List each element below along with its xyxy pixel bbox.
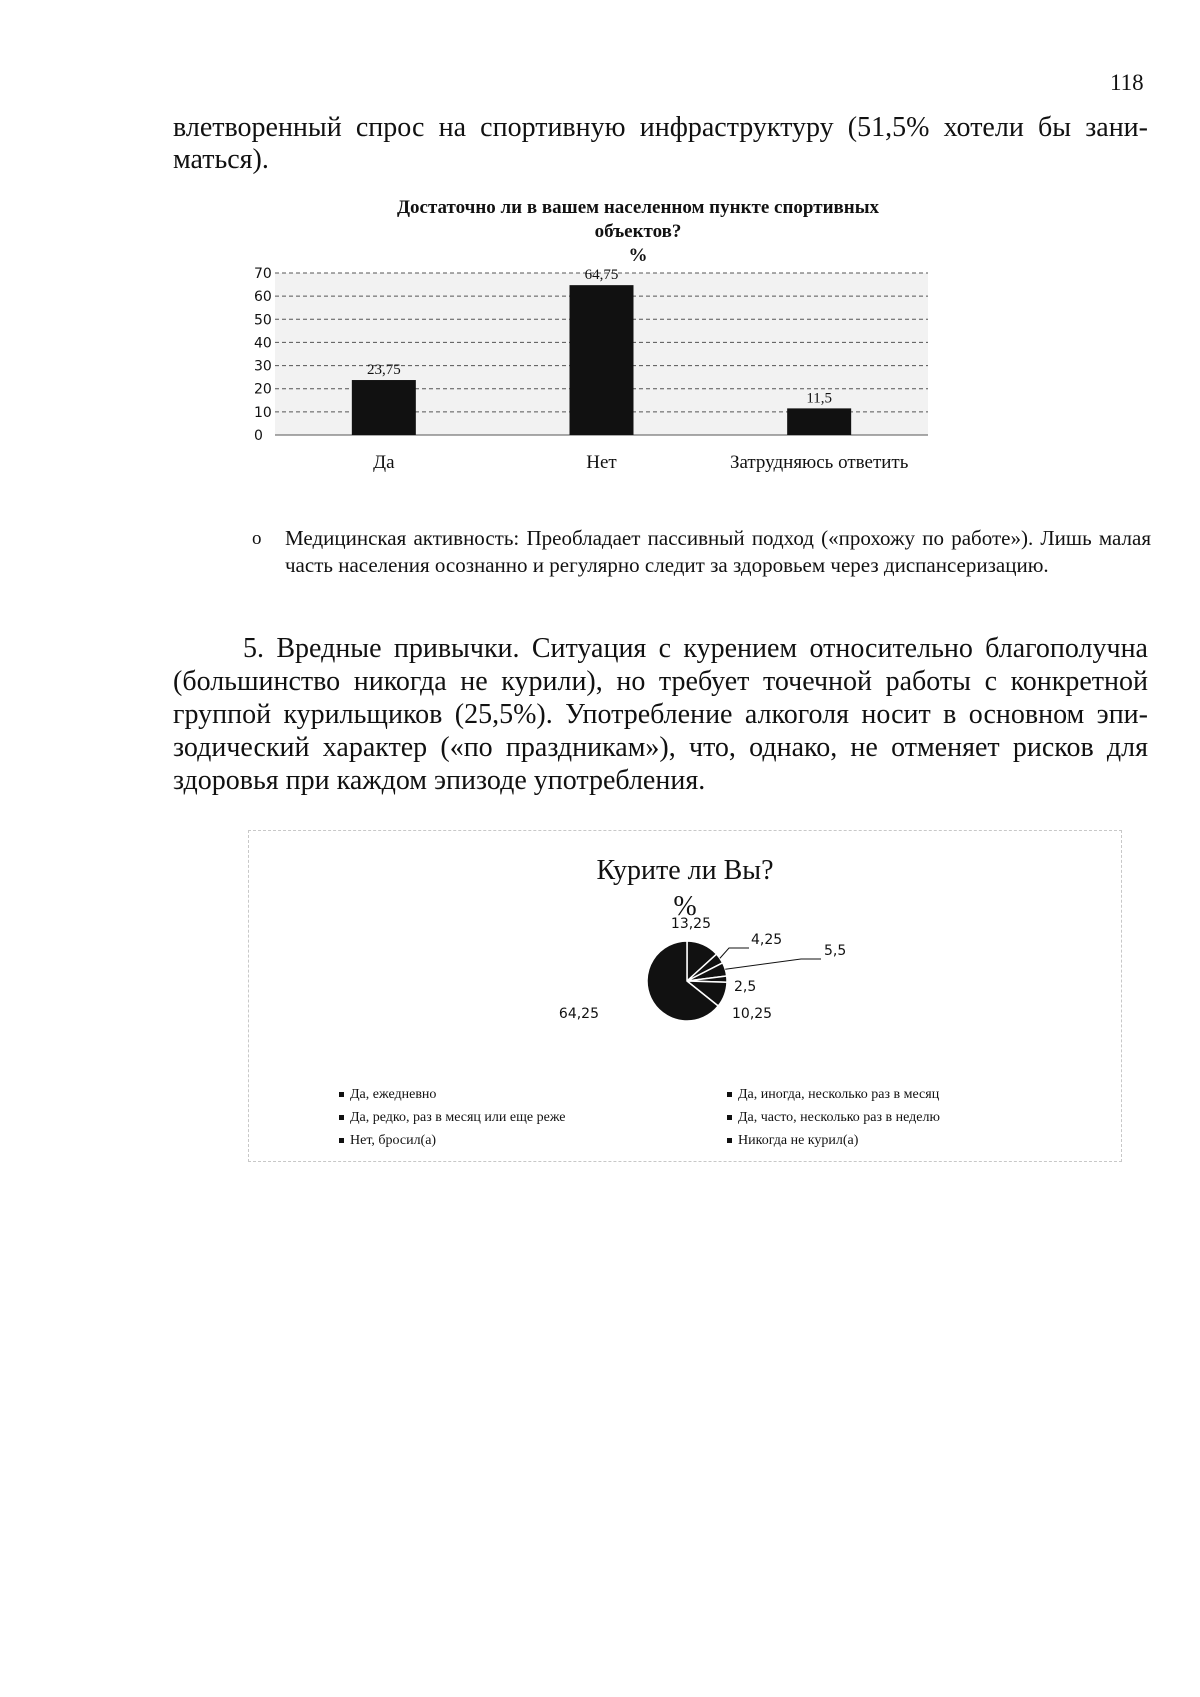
bar [570, 285, 634, 435]
legend-marker [339, 1115, 344, 1120]
y-tick-label: 30 [254, 358, 272, 375]
legend-item [727, 1083, 940, 1106]
pie-value-label: 13,25 [670, 916, 711, 932]
section-5-paragraph: 5. Вредные привычки. Ситуация с курением относительно благополучна (большинство никогда не курили), но требует точечной работы с конкретной группой курильщиков (25,5%). Употребление алкоголя носит в основном эпизодический характер («по праздникам»), что, однако, не отменяет рисков для здоровья при каждом эпизоде употребления. [173, 633, 1148, 796]
y-tick-label: 10 [254, 404, 272, 421]
medical-activity-bullet [252, 525, 1151, 579]
legend-item [727, 1129, 940, 1152]
bar-value-label: 64,75 [584, 267, 619, 284]
intro-line-2: маться). [173, 144, 269, 175]
x-category-label: Нет [586, 452, 617, 473]
legend-label: Да, редко, раз в месяц или еще реже [350, 1110, 566, 1125]
bar [352, 380, 416, 435]
bar-value-label: 11,5 [806, 390, 833, 407]
page-number: 118 [1110, 70, 1144, 95]
pie-legend-right [727, 1083, 940, 1152]
intro-paragraph [173, 112, 1148, 176]
legend-label: Да, ежедневно [350, 1087, 437, 1102]
legend-label: Да, часто, несколько раз в неделю [738, 1110, 940, 1125]
y-tick-label: 40 [254, 335, 272, 352]
legend-item [339, 1106, 566, 1129]
pie-value-label: 64,25 [558, 1006, 599, 1022]
pie-chart-subtitle: % [673, 891, 697, 922]
pie-legend-left [339, 1083, 566, 1152]
y-tick-label: 50 [254, 312, 272, 329]
y-tick-label: 60 [254, 289, 272, 306]
y-tick-label: 0 [254, 428, 263, 444]
bar-chart-title-line-2: объектов? [594, 221, 682, 242]
legend-label: Нет, бросил(а) [350, 1133, 437, 1148]
pie-leader-line [725, 959, 821, 969]
pie-chart-title: Курите ли Вы? [596, 855, 774, 886]
bar-value-label: 23,75 [366, 362, 401, 379]
pie-value-label: 10,25 [732, 1006, 773, 1022]
y-tick-label: 20 [254, 381, 272, 398]
legend-item [339, 1083, 566, 1106]
pie-value-label: 5,5 [824, 943, 847, 959]
legend-marker [339, 1138, 344, 1143]
sports-facilities-bar-chart [248, 190, 1028, 515]
bar-chart-svg [248, 190, 1028, 515]
bar [787, 408, 851, 435]
legend-item [339, 1129, 566, 1152]
bullet-marker: o [252, 528, 262, 549]
smoking-pie-chart [248, 830, 1122, 1162]
bar-chart-title-line-1: Достаточно ли в вашем населенном пункте спортивных [396, 197, 880, 218]
pie-value-label: 4,25 [751, 932, 783, 948]
x-category-label: Да [373, 452, 395, 473]
bar-chart-title-line-3: % [628, 245, 648, 266]
legend-item [727, 1106, 940, 1129]
bullet-text: Медицинская активность: Преобладает пассивный подход («прохожу по работе»). Лишь малая часть населения осознанно и регулярно следит за здоровьем через диспансеризацию. [285, 526, 1151, 577]
legend-label: Никогда не курил(а) [738, 1133, 859, 1148]
legend-marker [727, 1092, 732, 1097]
x-category-label: Затрудняюсь ответить [729, 452, 909, 473]
legend-marker [339, 1092, 344, 1097]
legend-label: Да, иногда, несколько раз в месяц [738, 1087, 940, 1102]
pie-leader-line [720, 948, 749, 958]
y-tick-label: 70 [254, 266, 272, 282]
pie-value-label: 2,5 [734, 979, 757, 995]
legend-marker [727, 1138, 732, 1143]
legend-marker [727, 1115, 732, 1120]
intro-line-1: влетворенный спрос на спортивную инфраструктуру (51,5% хотели бы зани- [173, 112, 1148, 143]
